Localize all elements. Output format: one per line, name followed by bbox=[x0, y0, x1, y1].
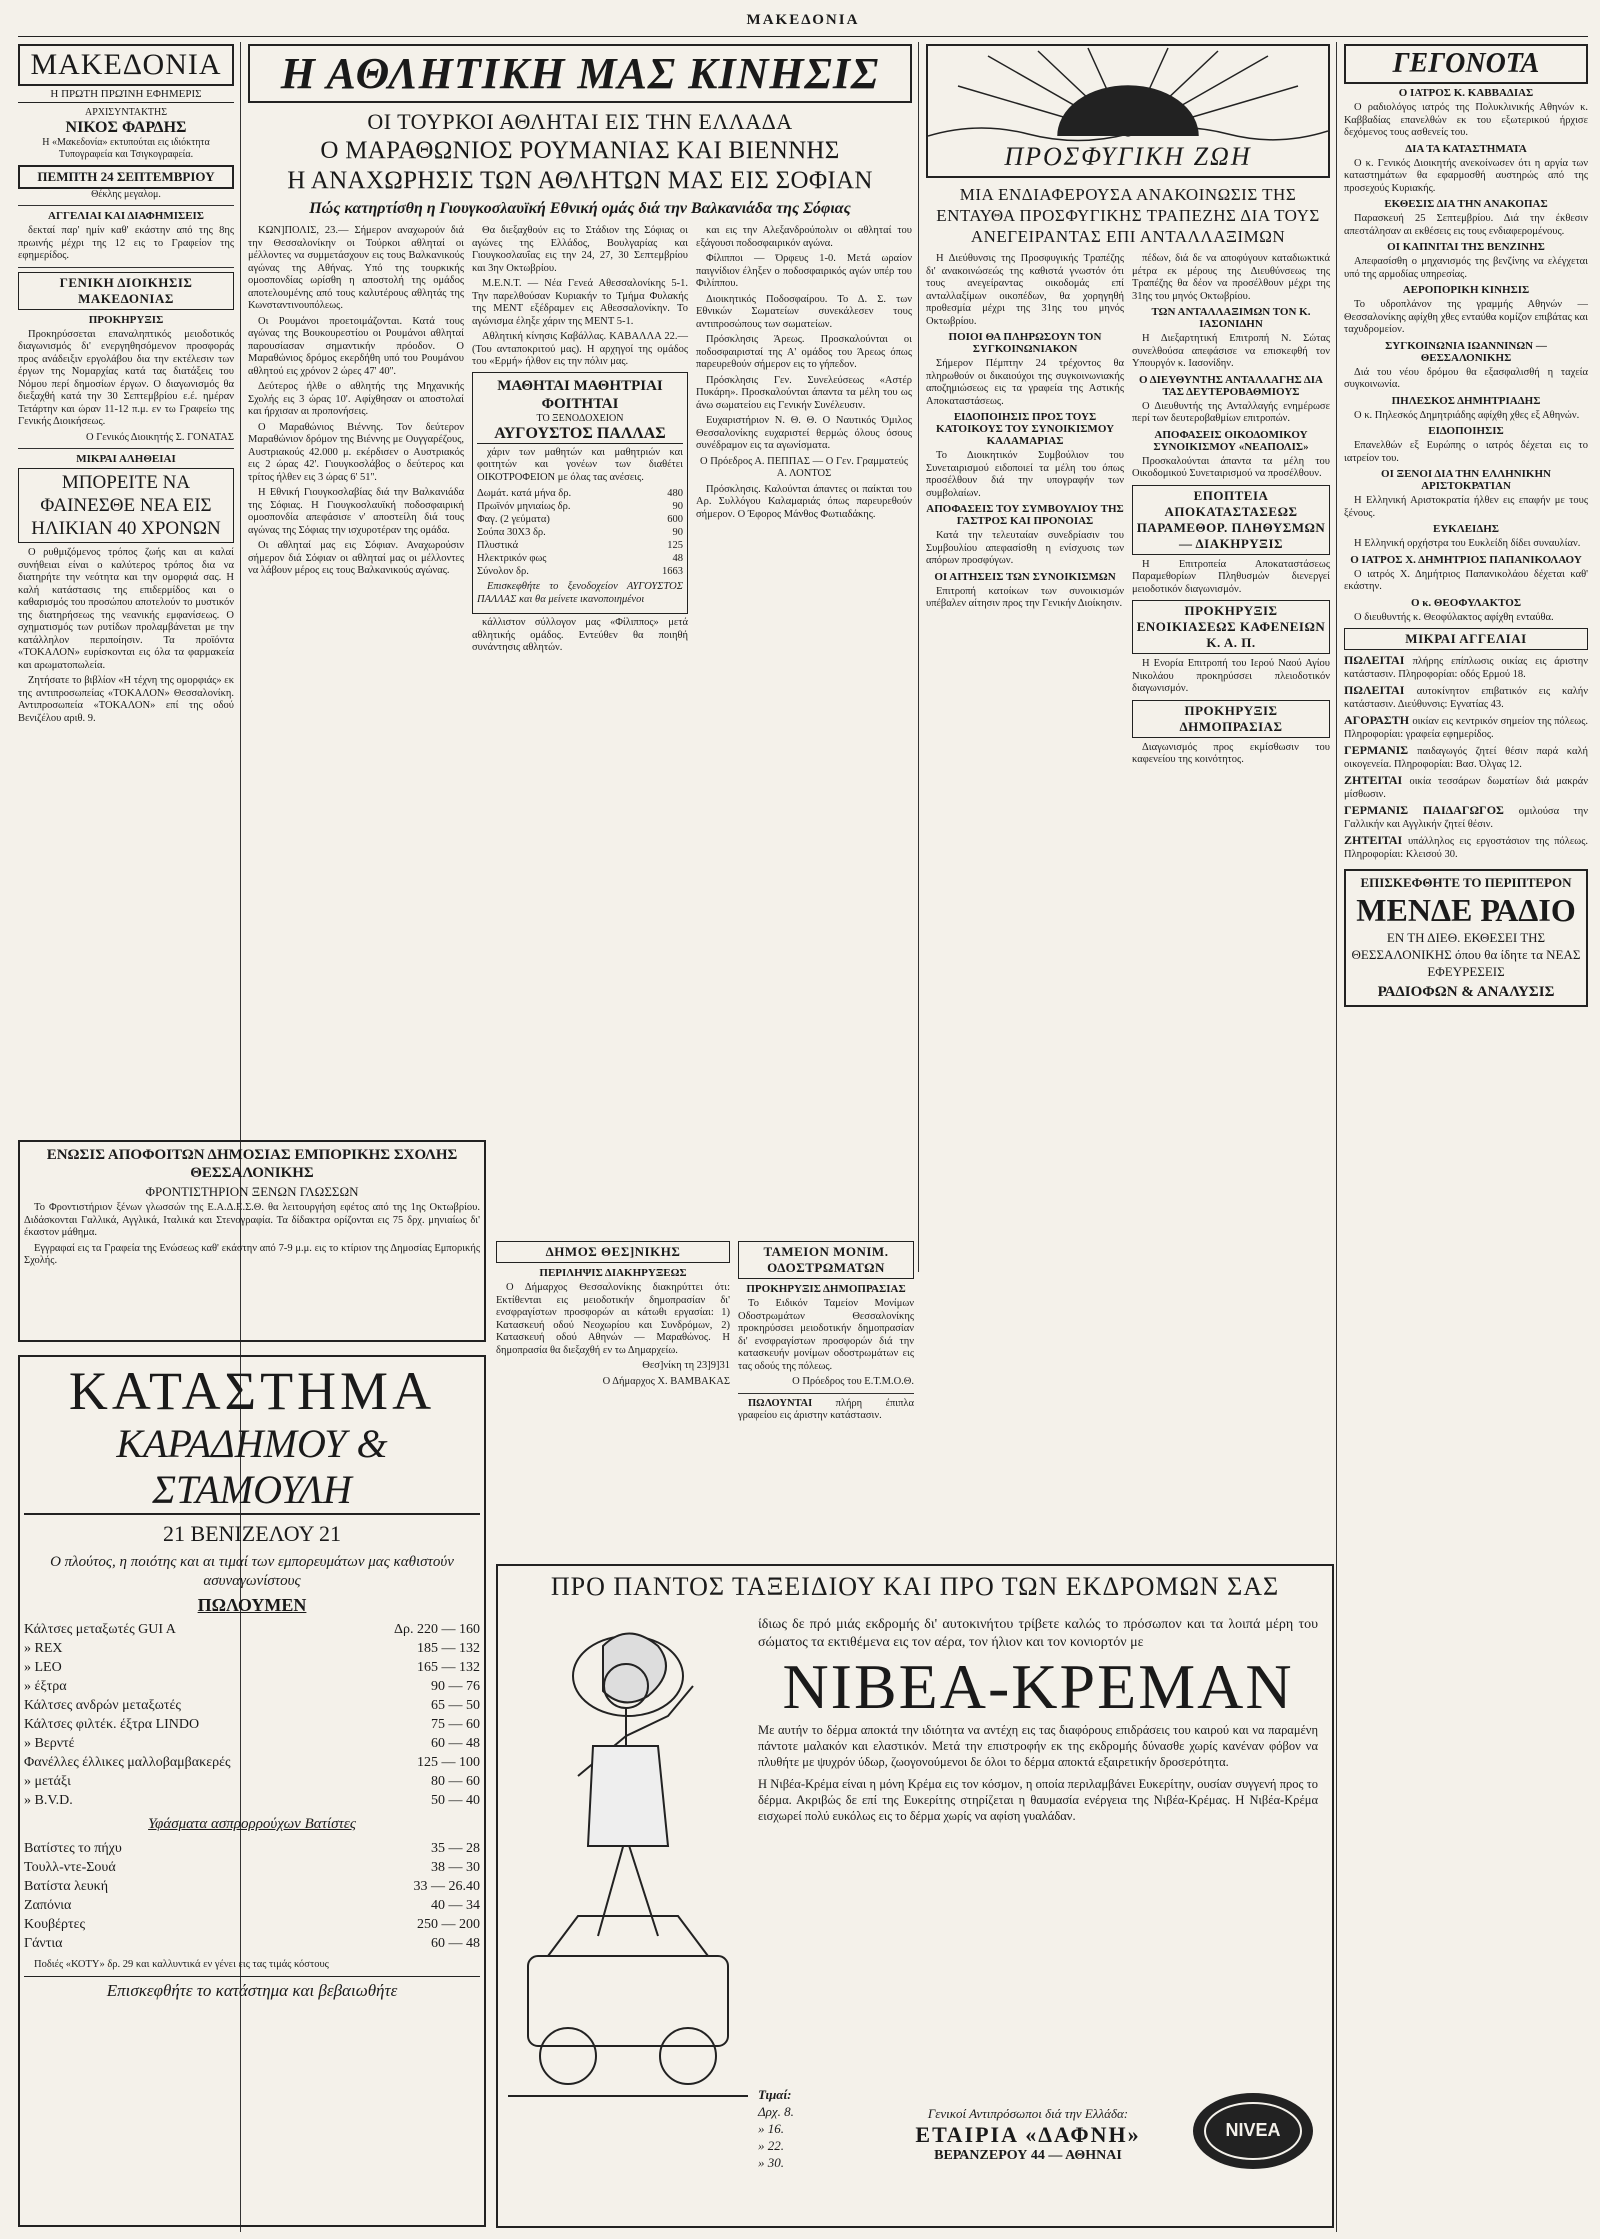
athletic-paragraph: Ευχαριστήριον Ν. Θ. Θ. Ο Ναυτικός Όμιλος Θεσσαλονίκης ευχαριστεί θερμώς όλους όσους συνέδραμον εις τα αγωνίσματα. bbox=[696, 415, 912, 451]
hotel-price-row-value: 125 bbox=[667, 540, 683, 551]
dimos-date: Θεσ]νίκη τη 23]9]31 bbox=[642, 1360, 730, 1371]
hotel-price-row-value: 48 bbox=[672, 553, 683, 564]
nivea-title: ΝΙΒΕΑ-ΚΡΕΜΑΝ bbox=[782, 1651, 1294, 1722]
katastima-price-row bbox=[24, 1620, 480, 1639]
katastima-price-row-value: 38 — 30 bbox=[431, 1860, 480, 1875]
dimos-text: Ο Δήμαρχος Θεσσαλονίκης διακηρύττει ότι: Εκτίθενται εις μειοδοτικήν δημοπρασίαν δι' ενσφραγίστων προσφορών αι κάτωθι εργασίαι: 1) Κατασκευή οδού Νεοχωρίου και Συνδρόμων, 2) Κατασκευή οδού Αθηνών — Μαραθώνος. Η δημοπρασία θα διεξαχθή εν τω Δημαρχείω. bbox=[496, 1282, 730, 1356]
katastima-price-row-value: 40 — 34 bbox=[431, 1898, 480, 1913]
athletic-paragraph: ΚΩΝ]ΠΟΛΙΣ, 23.— Σήμερον αναχωρούν διά την Θεσσαλονίκην οι Τούρκοι αθληταί οι μέλλοντες να συμμετάσχουν εις τους Βαλκανικούς αγώνας της Αθήνας. Υπό της τουρκικής ομοσπονδίας ωρίσθη η αποστολή της ομάδος αποτελουμένης από τους καλυτέρους αθλητάς της Κωνσταντινουπόλεως. bbox=[248, 225, 464, 311]
athletic-section bbox=[248, 44, 912, 1229]
refugee-paragraph: Προσκαλούνται άπαντα τα μέλη του Οικοδομικού Συνεταιρισμού να προσέλθουν. bbox=[1132, 455, 1330, 479]
katastima-price-row-label: Γάντια bbox=[24, 1936, 63, 1951]
athletic-paragraph: Ο Μαραθώνιος Βιέννης. Τον δεύτερον Μαραθώνιον δρόμον της Βιέννης με Ουγγαρέζους, Αυστριακούς 42.000 μ. εκέρδισεν ο Αυστριακός εις 2 ώρας 42'. Γιουγκοσλάβος ο δεύτερος και τρίτος ήλθεν εις 3 ώρας 6' 51''. bbox=[248, 421, 464, 483]
athletic-paragraph: Θα διεξαχθούν εις το Στάδιον της Σόφιας οι αγώνες της Ελλάδος, Βουλγαρίας και Γιουγκοσλαυΐας εις την 24, 27, 30 Σεπτεμβρίου και 3ην Οκτωβρίου. bbox=[472, 225, 688, 274]
mende-name: ΜΕΝΔΕ ΡΑΔΙΟ bbox=[1356, 892, 1576, 928]
dimos-notice bbox=[496, 1237, 730, 1557]
katastima-price-row-value: 33 — 26.40 bbox=[413, 1879, 480, 1894]
hotel-price-list bbox=[477, 487, 683, 578]
director-label: ΑΡΧΙΣΥΝΤΑΚΤΗΣ bbox=[84, 107, 168, 118]
refugee-text-2: πέδων, διά δε να αποφύγουν καταδιωκτικά μέτρα εκ μέρους της Διευθύνσεως της Τραπέζης θα δέον να προσέλθουν μέχρι της 31ης του μηνός Οκτωβρίου. bbox=[1132, 253, 1330, 302]
katastima-price-row-label: Κουβέρτες bbox=[24, 1917, 86, 1932]
nivea-tin bbox=[1188, 2086, 1318, 2176]
news-item-text: Η Ελληνική ορχήστρα του Ευκλείδη δίδει συναυλίαν. bbox=[1354, 538, 1581, 549]
hotel-price-row-value: 600 bbox=[667, 514, 683, 525]
classified-ad bbox=[1344, 684, 1588, 711]
hotel-ad bbox=[472, 372, 688, 615]
katastima-intro: Ο πλούτος, η ποιότης και αι τιμαί των εμπορευμάτων μας καθιστούν ασυναγωνίστους bbox=[50, 1554, 454, 1589]
news-item-head: ΟΙ ΞΕΝΟΙ ΔΙΑ ΤΗΝ ΕΛΛΗΝΙΚΗΝ ΑΡΙΣΤΟΚΡΑΤΙΑΝ bbox=[1381, 468, 1551, 492]
refugee-subhead: ΑΠΟΦΑΣΕΙΣ ΤΟΥ ΣΥΜΒΟΥΛΙΟΥ ΤΗΣ ΓΑΣΤΡΟΣ ΚΑΙ ΠΡΟΝΟΙΑΣ bbox=[926, 503, 1124, 527]
tameion-small-text: πλήρη έπιπλα γραφείου εις άριστην κατάστασιν. bbox=[738, 1397, 914, 1421]
katastima-list-head: ΠΩΛΟΥΜΕΝ bbox=[197, 1595, 307, 1615]
tameion-notice bbox=[738, 1237, 914, 1557]
katastima-price-row-label: Βατίστα λευκή bbox=[24, 1879, 109, 1894]
nivea-top: ΠΡΟ ΠΑΝΤΟΣ ΤΑΞΕΙΔΙΟΥ ΚΑΙ ΠΡΟ ΤΩΝ ΕΚΔΡΟΜΩΝ ΣΑΣ bbox=[550, 1572, 1280, 1601]
dimos-sign: Ο Δήμαρχος Χ. ΒΑΜΒΑΚΑΣ bbox=[602, 1375, 730, 1387]
hotel-price-row bbox=[477, 565, 683, 578]
katastima-sub: ΚΑΡΑΔΗΜΟΥ & ΣΤΑΜΟΥΛΗ bbox=[24, 1421, 480, 1515]
athletic-deck: Πώς κατηρτίσθη η Γιουγκοσλαυϊκή Εθνική ομάς διά την Βαλκανιάδα της Σόφιας bbox=[309, 200, 851, 217]
tameion-sub: ΠΡΟΚΗΡΥΞΙΣ ΔΗΜΟΠΡΑΣΙΑΣ bbox=[746, 1283, 906, 1295]
classified-ad-keyword: ΖΗΤΕΙΤΑΙ bbox=[1344, 833, 1408, 847]
nivea-prices-label: Τιμαί: bbox=[758, 2087, 792, 2102]
news-item-head: ΔΙΑ ΤΑ ΚΑΤΑΣΤΗΜΑΤΑ bbox=[1405, 142, 1527, 155]
hotel-price-row bbox=[477, 552, 683, 565]
refugee-subhead: ΕΙΔΟΠΟΙΗΣΙΣ ΠΡΟΣ ΤΟΥΣ ΚΑΤΟΙΚΟΥΣ ΤΟΥ ΣΥΝΟΙΚΙΣΜΟΥ ΚΑΛΑΜΑΡΙΑΣ bbox=[935, 411, 1115, 447]
classified-ad bbox=[1344, 744, 1588, 771]
nivea-prices bbox=[758, 2086, 868, 2171]
classified-ad bbox=[1344, 804, 1588, 831]
col-rule-3 bbox=[1336, 42, 1337, 2232]
katastima-price-row bbox=[24, 1753, 480, 1772]
hotel-price-row-label: Ηλεκτρικόν φως bbox=[477, 553, 547, 564]
refugee-paragraph: Διαγωνισμός προς εκμίσθωσιν του καφενείου της κοινότητος. bbox=[1132, 741, 1330, 765]
masthead-subtitle: Η ΠΡΩΤΗ ΠΡΩΊΝΗ ΕΦΗΜΕΡΙΣ bbox=[18, 86, 234, 103]
news-item-head: ΕΙΔΟΠΟΙΗΣΙΣ bbox=[1428, 425, 1504, 437]
katastima-price-row-label: Κάλτσες ανδρών μεταξωτές bbox=[24, 1698, 181, 1713]
gegonota-list bbox=[1344, 87, 1588, 624]
katastima-price-row-value: 80 — 60 bbox=[431, 1774, 480, 1789]
notice-head: ΓΕΝΙΚΗ ΔΙΟΙΚΗΣΙΣ ΜΑΚΕΔΟΝΙΑΣ bbox=[18, 272, 234, 310]
refugee-paragraph: Η Διεξαρτητική Επιτροπή Ν. Σώτας συνελθούσα απεφάσισε να επισκεφθή τον Υπουργόν κ. Ιασονίδην. bbox=[1132, 333, 1330, 369]
nivea-ad bbox=[496, 1564, 1334, 2228]
dimos-sub: ΠΕΡΙΛΗΨΙΣ ΔΙΑΚΗΡΥΞΕΩΣ bbox=[539, 1267, 687, 1279]
news-item-head: ΕΚΘΕΣΙΣ ΔΙΑ ΤΗΝ ΑΝΑΚΟΠΑΣ bbox=[1384, 198, 1548, 210]
ads-text: δεκταί παρ' ημίν καθ' εκάστην από της 8ης πρωινής μέχρι της 12 εις το Γραφείον της εφημερίδος. bbox=[18, 225, 234, 261]
truth-title: ΜΠΟΡΕΙΤΕ ΝΑ ΦΑΙΝΕΣΘΕ ΝΕΑ ΕΙΣ ΗΛΙΚΙΑΝ 40 ΧΡΟΝΩΝ bbox=[18, 468, 234, 543]
katastima-price-row bbox=[24, 1934, 480, 1953]
katastima-price-row-value: 90 — 76 bbox=[431, 1679, 480, 1694]
nivea-price: Δρχ. 8. bbox=[758, 2104, 794, 2119]
athletic-paragraph: Οι Ρουμάνοι προετοιμάζονται. Κατά τους αγώνας της Βουκουρεστίου οι Ρουμάνοι αθληταί παρουσίασαν σημαντικήν πρόοδον. Ο Μαραθώνιος δρόμος εκερδήθη υπό του Ρουμάνου αθλητού εις χρόνον 2 ώρες 47' 40''. bbox=[248, 315, 464, 377]
col-rule-2 bbox=[918, 42, 919, 1272]
mende-foot: ΡΑΔΙΟΦΩΝ & ΑΝΑΛΥΣΙΣ bbox=[1377, 984, 1555, 1000]
hotel-price-row-label: Δωμάτ. κατά μήνα δρ. bbox=[477, 488, 572, 499]
hotel-ad-text: χάριν των μαθητών και μαθητριών και φοιτητών και γονέων των διαθέτει ΟΙΚΟΤΡΟΦΕΙΟΝ με όλας τας ανέσεις. bbox=[477, 446, 683, 483]
hotel-price-row-label: Πρωϊνόν μηνιαίως δρ. bbox=[477, 501, 571, 512]
classified-ad bbox=[1344, 654, 1588, 681]
news-item-head: ΕΥΚΛΕΙΔΗΣ bbox=[1433, 523, 1499, 535]
nivea-lead: ίδιως δε πρό μιάς εκδρομής δι' αυτοκινήτου τρίβετε καλώς το πρόσωπον και τα λοιπά μέρη του σώματος τα εκτιθέμενα εις τον αέρα, τον ήλιον και τον κονιορτόν με bbox=[758, 1617, 1318, 1650]
nivea-text: Με αυτήν το δέρμα αποκτά την ιδιότητα να αντέχη εις τας διαφόρους επιδράσεις του καιρού και να παραμένη πάντοτε μαλακόν και ελαστικόν. Μετά την επιστροφήν εκ της εκδρομής δύνασθε χωρίς κανέναν φόβον να πλυθήτε με ψυχρόν ύδωρ, ζωογονούμενοι δε όλοι το δέρμα αποκτά εξαιρετικήν δροσερότητα. bbox=[758, 1723, 1318, 1769]
gegonota-banner: ΓΕΓΟΝΟΤΑ bbox=[1344, 44, 1588, 84]
katastima-price-row-value: 75 — 60 bbox=[431, 1717, 480, 1732]
school-ad-sub: ΦΡΟΝΤΙΣΤΗΡΙΟΝ ΞΕΝΩΝ ΓΛΩΣΣΩΝ bbox=[145, 1184, 359, 1199]
notice-sign: Ο Γενικός Διοικητής Σ. ΓΟΝΑΤΑΣ bbox=[86, 431, 234, 443]
nivea-company: ΕΤΑΙΡΙΑ «ΔΑΦΝΗ» bbox=[915, 2122, 1141, 2147]
athletic-col-1 bbox=[248, 225, 464, 658]
athletic-paragraph: Οι αθληταί μας εις Σόφιαν. Αναχωρούσιν σήμερον διά Σόφιαν οι αθληταί μας οι μέλλοντες να λάβουν μέρος εις τους Βαλκανικούς αγώνας. bbox=[248, 540, 464, 576]
gegonota-column bbox=[1344, 44, 1588, 2224]
katastima-price-list bbox=[24, 1620, 480, 1810]
athletic-paragraph: Πρόσκλησις. Καλούνται άπαντες οι παίκται του Αρ. Συλλόγου Καλαμαριάς όπως παρευρεθούν σήμερον. Ο Έφορος Μάνθος Φωτιαδάκης. bbox=[696, 483, 912, 520]
hotel-price-row bbox=[477, 526, 683, 539]
katastima-price-row-value: 250 — 200 bbox=[417, 1917, 480, 1932]
katastima-price-row bbox=[24, 1639, 480, 1658]
refugee-paragraph: Ο Διευθυντής της Ανταλλαγής ενημέρωσε περί των δευτεροβαθμίων επιτροπών. bbox=[1132, 400, 1330, 424]
athletic-col-3 bbox=[696, 225, 912, 658]
katastima-price-row bbox=[24, 1877, 480, 1896]
hotel-ad-foot: Επισκεφθήτε το ξενοδοχείον ΑΥΓΟΥΣΤΟΣ ΠΑΛΛΑΣ και θα μείνετε ικανοποιημένοι bbox=[477, 581, 683, 605]
news-item-text: Ο διευθυντής κ. Θεοφύλακτος αφίχθη ενταύθα. bbox=[1354, 611, 1554, 623]
hotel-price-row-label: Σούπα 30Χ3 δρ. bbox=[477, 527, 546, 538]
classified-ad-text: οικία τεσσάρων δωματίων διά μακράν μίσθωσιν. bbox=[1344, 776, 1588, 800]
ads-head: ΑΓΓΕΛΙΑΙ ΚΑΙ ΔΙΑΦΗΜΙΣΕΙΣ bbox=[48, 210, 204, 222]
nivea-agent-block bbox=[878, 2106, 1178, 2164]
masthead-title: ΜΑΚΕΔΟΝΙΑ bbox=[18, 44, 234, 86]
classified-ad-keyword: ΓΕΡΜΑΝΙΣ bbox=[1344, 743, 1418, 757]
truth-text-2: Ζητήσατε το βιβλίον «Η τέχνη της ομορφιάς» εκ της αντιπροσωπείας «ΤΟΚΑΛΟΝ» Θεσσαλονίκη. Αντιπροσωπεία «ΤΟΚΑΛΟΝ» επί της οδού Βενιζέλου αριθ. 9. bbox=[18, 675, 234, 724]
katastima-price-row bbox=[24, 1658, 480, 1677]
issue-date: ΠΕΜΠΤΗ 24 ΣΕΠΤΕΜΒΡΙΟΥ bbox=[18, 165, 234, 189]
truth-head: ΜΙΚΡΑΙ ΑΛΗΘΕΙΑΙ bbox=[76, 453, 176, 465]
hotel-price-row-value: 480 bbox=[667, 488, 683, 499]
news-item-text: Επανελθών εξ Ευρώπης ο ιατρός δέχεται εις το ιατρείον του. bbox=[1344, 440, 1588, 464]
newspaper-page bbox=[18, 12, 1588, 2232]
katastima-price-row-label: Τουλλ-ντε-Σουά bbox=[24, 1860, 116, 1875]
refugee-col-1 bbox=[926, 253, 1124, 770]
refugee-subhead: ΟΙ ΑΙΤΗΣΕΙΣ ΤΩΝ ΣΥΝΟΙΚΙΣΜΩΝ bbox=[934, 570, 1116, 583]
classified-ad-text: οικίαν εις κεντρικόν σημείον της πόλεως. Πληροφορίαι: γραφεία εφημερίδος. bbox=[1344, 716, 1588, 740]
traveler-illustration-icon bbox=[508, 1616, 748, 2116]
school-ad-text: Το Φροντιστήριον ξένων γλωσσών της Ε.Α.Δ.Ε.Σ.Θ. θα λειτουργήση εφέτος από της 1ης Οκτωβρίου. Διδάσκονται Γαλλικά, Αγγλικά, Ιταλικά και Στενογραφία. Τα δίδακτρα ορίζονται εις 75 δρχ. μηνιαίως δι' έκαστον μάθημα. bbox=[24, 1202, 480, 1238]
hotel-ad-sub: ΤΟ ΞΕΝΟΔΟΧΕΙΟΝ bbox=[536, 412, 624, 424]
katastima-price-row-label: Ζαπόνια bbox=[24, 1898, 72, 1913]
katastima-price-row-value: 185 — 132 bbox=[417, 1641, 480, 1656]
hotel-price-row-value: 90 bbox=[672, 501, 683, 512]
school-ad-foot: Εγγραφαί εις τα Γραφεία της Ενώσεως καθ' εκάστην από 7-9 μ.μ. εις το κτίριον της Δημοσίας Εμπορικής Σχολής. bbox=[24, 1242, 480, 1266]
athletic-paragraph: και εις την Αλεξανδρούπολιν οι αθληταί του εξάγουσι ποδοσφαιρικόν αγώνα. bbox=[696, 225, 912, 249]
hotel-price-row-label: Φαγ. (2 γεύματα) bbox=[477, 514, 550, 525]
news-item-text: Το υδροπλάνον της γραμμής Αθηνών — Θεσσαλονίκης αφίχθη χθες ενταύθα κομίζον επιβάτας και ταχυδρομείον. bbox=[1344, 299, 1588, 335]
refugee-box-head: ΕΠΟΠΤΕΙΑ ΑΠΟΚΑΤΑΣΤΑΣΕΩΣ ΠΑΡΑΜΕΘΟΡ. ΠΛΗΘΥΣΜΩΝ — ΔΙΑΚΗΡΥΞΙΣ bbox=[1132, 485, 1330, 555]
notice-text: Προκηρύσσεται επαναληπτικός μειοδοτικός διαγωνισμός δι' ενεργηθησόμενον προσφοράς προς ανάδειξιν εργολάβου δια την εκτέλεσιν των έργων της Νομαρχίας κατά τας διατάξεις του Νόμου περί δημοσίων έργων. Ο διαγωνισμός θα διεξαχθή κατά την 30 Σεπτεμβρίου ε.έ. ημέραν Τετάρτην και ώραν 11-12 π.μ. εν τω Γραφείω της Γενικής Διοικήσεως. bbox=[18, 328, 234, 427]
news-item-head: Ο ΙΑΤΡΟΣ Κ. ΚΑΒΒΑΔΙΑΣ bbox=[1398, 87, 1534, 99]
katastima-price-row-value: 125 — 100 bbox=[417, 1755, 480, 1770]
refugee-paragraph: Σήμερον Πέμπτην 24 τρέχοντος θα πληρωθούν οι δικαιούχοι της συγκοινωνιακής αποζημιώσεως εις τα γραφεία της Αστικής Αποκαταστάσεως. bbox=[926, 358, 1124, 407]
notice-sub: ΠΡΟΚΗΡΥΞΙΣ bbox=[88, 313, 164, 326]
katastima-price-row-label: » μετάξι bbox=[24, 1774, 71, 1789]
hotel-price-row-value: 90 bbox=[672, 527, 683, 538]
refugee-box-head: ΠΡΟΚΗΡΥΞΙΣ ΕΝΟΙΚΙΑΣΕΩΣ ΚΑΦΕΝΕΙΩΝ Κ. Α. Π. bbox=[1132, 600, 1330, 654]
katastima-note: Ποδιές «ΚΟΤΥ» δρ. 29 και καλλυντικά εν γένει εις τας τιμάς κόστους bbox=[34, 1959, 329, 1970]
tameion-head: ΤΑΜΕΙΟΝ ΜΟΝΙΜ. ΟΔΟΣΤΡΩΜΑΤΩΝ bbox=[738, 1241, 914, 1279]
athletic-sign: Ο Πρόεδρος Α. ΠΕΠΠΑΣ — Ο Γεν. Γραμματεύς Α. ΛΟΝΤΟΣ bbox=[699, 455, 908, 479]
small-ads-head: ΜΙΚΡΑΙ ΑΓΓΕΛΙΑΙ bbox=[1344, 628, 1588, 650]
nivea-text-block bbox=[758, 1616, 1318, 1824]
classified-ad-keyword: ΠΩΛΕΙΤΑΙ bbox=[1344, 653, 1413, 667]
hotel-price-row bbox=[477, 539, 683, 552]
nivea-price: » 22. bbox=[758, 2138, 784, 2153]
mende-radio-ad bbox=[1344, 869, 1588, 1007]
refugee-banner bbox=[926, 44, 1330, 178]
katastima-foot: Επισκεφθήτε το κατάστημα και βεβαιωθήτε bbox=[24, 1976, 480, 2001]
hotel-price-row bbox=[477, 487, 683, 500]
katastima-price-row bbox=[24, 1915, 480, 1934]
news-item-text: Απεφασίσθη ο μηχανισμός της βενζίνης να ελέγχεται υπό της αρμοδίας υπηρεσίας. bbox=[1344, 256, 1588, 280]
katastima-title: ΚΑΤΑΣΤΗΜΑ bbox=[68, 1361, 436, 1421]
katastima-ad bbox=[18, 1352, 486, 2232]
classified-ad-keyword: ΓΕΡΜΑΝΙΣ ΠΑΙΔΑΓΩΓΟΣ bbox=[1344, 803, 1519, 817]
news-item-head: ΠΗΛΕΣΚΟΣ ΔΗΜΗΤΡΙΑΔΗΣ bbox=[1391, 394, 1541, 407]
news-item-text: Διά του νέου δρόμου θα εξασφαλισθή η ταχεία συγκοινωνία. bbox=[1344, 366, 1588, 390]
katastima-price-row-value: 60 — 48 bbox=[431, 1736, 480, 1751]
refugee-section bbox=[926, 44, 1330, 1269]
katastima-price-row bbox=[24, 1715, 480, 1734]
truth-text: Ο ρυθμιζόμενος τρόπος ζωής και αι καλαί συνήθειαι είναι ο καλύτερος τρόπος δια να διατηρήτε την νεότητα και την ομορφιά σας. Η καλή κατάστασις της επιδερμίδος και ο καθαρισμός του προσώπου αποτελούν το μυστικόν της διατηρήσεως της νεανικής εμφανίσεως. Ο σχηματισμός των ρυτίδων προλαμβάνεται με την κατάλληλον περιποίησιν. Τα προϊόντα «ΤΟΚΑΛΟΝ» ευρίσκονται εις όλα τα φαρμακεία και αρωματοπωλεία. bbox=[18, 547, 234, 671]
hotel-price-row bbox=[477, 500, 683, 513]
news-item-text: Παρασκευή 25 Σεπτεμβρίου. Διά την έκθεσιν απεστάλησαν αι εκθέσεις εις τους ενδιαφερομένους. bbox=[1344, 213, 1588, 237]
athletic-headline-1: ΟΙ ΤΟΥΡΚΟΙ ΑΘΛΗΤΑΙ ΕΙΣ ΤΗΝ ΕΛΛΑΔΑ bbox=[367, 109, 793, 134]
refugee-banner-title: ΠΡΟΣΦΥΓΙΚΗ ΖΩΗ bbox=[928, 142, 1328, 172]
classified-ad-text: πλήρης επίπλωσις οικίας εις άριστην κατάστασιν. Πληροφορίαι: οδός Ερμού 18. bbox=[1344, 656, 1588, 680]
nivea-illustration bbox=[508, 1616, 748, 2116]
small-ads-list bbox=[1344, 654, 1588, 861]
refugee-subhead: ΤΩΝ ΑΝΤΑΛΛΑΞΙΜΩΝ ΤΟΝ Κ. ΙΑΣΟΝΙΔΗΝ bbox=[1151, 306, 1311, 330]
classified-ad-text: ομιλούσα την Γαλλικήν και Αγγλικήν ζητεί θέσιν. bbox=[1344, 806, 1588, 830]
hotel-ad-name: ΑΥΓΟΥΣΤΟΣ ΠΑΛΛΑΣ bbox=[477, 425, 683, 444]
classified-ad-keyword: ΠΩΛΕΙΤΑΙ bbox=[1344, 683, 1417, 697]
athletic-col-2 bbox=[472, 225, 688, 658]
classified-ad bbox=[1344, 774, 1588, 801]
news-item-text: Ο κ. Γενικός Διοικητής ανεκοίνωσεν ότι η αργία των καταστημάτων θα εφαρμοσθή αυστηρώς από της προσεχούς Κυριακής. bbox=[1344, 157, 1588, 194]
refugee-subhead: Ο ΔΙΕΥΘΥΝΤΗΣ ΑΝΤΑΛΛΑΓΗΣ ΔΙΑ ΤΑΣ ΔΕΥΤΕΡΟΒΑΘΜΙΟΥΣ bbox=[1139, 373, 1323, 398]
director-name: ΝΙΚΟΣ ΦΑΡΔΗΣ bbox=[65, 119, 187, 136]
hotel-price-row bbox=[477, 513, 683, 526]
classified-ad-keyword: ΑΓΟΡΑΣΤΗ bbox=[1344, 713, 1413, 727]
katastima-price-row bbox=[24, 1791, 480, 1810]
athletic-paragraph: Αθλητική κίνησις Καβάλλας. ΚΑΒΑΛΛΑ 22.— (Του ανταποκριτού μας). Η αρχηγοί της ομάδος του «Ερμή» ήλθον εις την πόλιν μας. bbox=[472, 331, 688, 367]
katastima-price-row-value: Δρ. 220 — 160 bbox=[394, 1622, 480, 1637]
katastima-price-row bbox=[24, 1696, 480, 1715]
athletic-paragraph: Φίλιπποι — Όρφευς 1-0. Μετά ωραίον παιγνίδιον έληξεν ο ποδοσφαιρικός αγών υπέρ του Φιλίππου. bbox=[696, 253, 912, 289]
refugee-headline: ΜΙΑ ΕΝΔΙΑΦΕΡΟΥΣΑ ΑΝΑΚΟΙΝΩΣΙΣ ΤΗΣ ΕΝΤΑΥΘΑ ΠΡΟΣΦΥΓΙΚΗΣ ΤΡΑΠΕΖΗΣ ΔΙΑ ΤΟΥΣ ΑΝΕΓΕΙΡΑΝΤΑΣ ΕΠΙ ΑΝΤΑΛΛΑΞΙΜΩΝ bbox=[936, 185, 1320, 246]
refugee-subhead: ΑΠΟΦΑΣΕΙΣ ΟΙΚΟΔΟΜΙΚΟΥ ΣΥΝΟΙΚΙΣΜΟΥ «ΝΕΑΠΟΛΙΣ» bbox=[1153, 428, 1309, 453]
print-note: Η «Μακεδονία» εκτυπούται εις ιδιόκτητα Τυπογραφεία και Τσιγκογραφεία. bbox=[42, 137, 210, 160]
athletic-paragraph: Πρόσκλησις Γεν. Συνελεύσεως «Αστέρ Πυκάρη». Προσκαλούνται άπαντα τα μέλη του ως άνω σωματείου εις Γενικήν Συνέλευσιν. bbox=[696, 374, 912, 411]
refugee-col-2 bbox=[1132, 253, 1330, 770]
katastima-price-row-value: 60 — 48 bbox=[431, 1936, 480, 1951]
tameion-small-word: ΠΩΛΟΥΝΤΑΙ bbox=[748, 1397, 813, 1409]
katastima-price-row-value: 65 — 50 bbox=[431, 1698, 480, 1713]
hotel-price-row-label: Πλυστικά bbox=[477, 540, 519, 551]
news-item-text: Η Ελληνική Αριστοκρατία ήλθεν εις επαφήν με τους ξένους. bbox=[1344, 495, 1588, 519]
classified-ad bbox=[1344, 834, 1588, 861]
katastima-price-row-label: » Βερντέ bbox=[24, 1736, 75, 1751]
athletic-headline-2: Ο ΜΑΡΑΘΩΝΙΟΣ ΡΟΥΜΑΝΙΑΣ ΚΑΙ ΒΙΕΝΝΗΣ bbox=[320, 137, 840, 164]
tameion-sign: Ο Πρόεδρος του Ε.Τ.Μ.Ο.Θ. bbox=[792, 1376, 914, 1387]
katastima-price-row-value: 50 — 40 bbox=[431, 1793, 480, 1808]
katastima-list-head-2: Υφάσματα ασπρορρούχων Βατίστες bbox=[148, 1816, 356, 1832]
refugee-paragraph: Η Επιτροπεία Αποκαταστάσεως Παραμεθορίων Πληθυσμών διενεργεί μειοδοτικόν διαγωνισμόν. bbox=[1132, 558, 1330, 595]
katastima-price-row-value: 35 — 28 bbox=[431, 1841, 480, 1856]
classified-ad-text: αυτοκίνητον επιβατικόν εις καλήν κατάστασιν. Διεύθυνσις: Εγνατίας 43. bbox=[1344, 686, 1588, 710]
athletic-paragraph: Πρόσκλησις Άρεως. Προσκαλούνται οι ποδοσφαιρισταί της Α' ομάδος του Άρεως όπως παρευρεθούν σήμερον εις το γήπεδον. bbox=[696, 334, 912, 370]
athletic-paragraph: Διοικητικός Ποδοσφαίρου. Το Δ. Σ. των Εθνικών Σωματείων συνεκάλεσεν τους αντιπροσώπους των σωματείων. bbox=[696, 293, 912, 330]
running-head-rule bbox=[18, 36, 1588, 37]
news-item-text: Ο κ. Πηλεσκός Δημητριάδης αφίχθη χθες εξ Αθηνών. bbox=[1354, 409, 1580, 421]
athletic-paragraph: Δεύτερος ήλθε ο αθλητής της Μηχανικής Σχολής εις 3 ώρας 10'. Αφίχθησαν οι αποστολαί και ήρχισαν αι προπονήσεις. bbox=[248, 381, 464, 417]
news-item-head: ΣΥΓΚΟΙΝΩΝΙΑ ΙΩΑΝΝΙΝΩΝ — ΘΕΣΣΑΛΟΝΙΚΗΣ bbox=[1385, 339, 1547, 364]
mende-top: ΕΠΙΣΚΕΦΘΗΤΕ ΤΟ ΠΕΡΙΠΤΕΡΟΝ bbox=[1360, 875, 1572, 890]
athletic-paragraph: Η Εθνική Γιουγκοσλαβίας διά την Βαλκανιάδα της Σόφιας. Η Γιουγκοσλαυϊκή ποδοσφαιρική ομοσπονδία απεφάσισε ν' αποστείλη διά τους αγώνας της Σόφιας την ισχυροτέραν της ομάδα. bbox=[248, 487, 464, 536]
refugee-text-1: Η Διεύθυνσις της Προσφυγικής Τραπέζης δι' ανακοινώσεώς της καθιστά γνωστόν ότι τους ανεγείραντας οικοδομάς επί ανταλλαξίμων οικοπέδων, θα χορηγηθή προθεσμία μέχρι της 31ης του μηνός Οκτωβρίου. bbox=[926, 253, 1124, 327]
news-item-head: Ο ΙΑΤΡΟΣ Χ. ΔΗΜΗΤΡΙΟΣ ΠΑΠΑΝΙΚΟΛΑΟΥ bbox=[1350, 553, 1582, 566]
refugee-box-head: ΠΡΟΚΗΡΥΞΙΣ ΔΗΜΟΠΡΑΣΙΑΣ bbox=[1132, 700, 1330, 738]
katastima-price-row bbox=[24, 1772, 480, 1791]
katastima-price-row-label: Κάλτσες μεταξωτές GUI A bbox=[24, 1622, 176, 1637]
nivea-price: » 30. bbox=[758, 2155, 784, 2170]
classified-ad-keyword: ΖΗΤΕΙΤΑΙ bbox=[1344, 773, 1410, 787]
tameion-text: Το Ειδικόν Ταμείον Μονίμων Οδοστρωμάτων Θεσσαλονίκης προκηρύσσει μειοδοτικήν δημοπρασίαν δι' ενσφραγίστων προσφορών διά την κατασκευήν μονίμων οδοστρωμάτων εις τας οδούς της πόλεως. bbox=[738, 1298, 914, 1372]
classified-ad-text: υπάλληλος εις εργοστάσιον της πόλεως. Πληροφορίαι: Κλεισού 30. bbox=[1344, 836, 1588, 860]
left-column bbox=[18, 44, 234, 1129]
katastima-price-row-label: » LEO bbox=[24, 1660, 62, 1675]
katastima-price-row-label: » έξτρα bbox=[24, 1679, 67, 1694]
athletic-banner: Η ΑΘΛΗΤΙΚΗ ΜΑΣ ΚΙΝΗΣΙΣ bbox=[248, 44, 912, 103]
katastima-price-row bbox=[24, 1677, 480, 1696]
katastima-price-row-label: Κάλτσες φιλτέκ. έξτρα LINDO bbox=[24, 1717, 200, 1732]
school-ad bbox=[18, 1137, 486, 1342]
katastima-address: 21 ΒΕΝΙΖΕΛΟΥ 21 bbox=[162, 1521, 342, 1546]
mende-text: ΕΝ ΤΗ ΔΙΕΘ. ΕΚΘΕΣΕΙ ΤΗΣ ΘΕΣΣΑΛΟΝΙΚΗΣ όπου θα ίδητε τα ΝΕΑΣ ΕΦΕΥΡΕΣΕΙΣ bbox=[1351, 930, 1581, 979]
nivea-tin-label: NIVEA bbox=[1225, 2120, 1281, 2140]
running-head: ΜΑΚΕΔΟΝΙΑ bbox=[746, 12, 860, 28]
nivea-price: » 16. bbox=[758, 2121, 784, 2136]
hotel-price-row-value: 1663 bbox=[662, 566, 683, 577]
katastima-price-row bbox=[24, 1896, 480, 1915]
katastima-price-row bbox=[24, 1858, 480, 1877]
refugee-paragraph: Κατά την τελευταίαν συνεδρίασιν του Συμβουλίου απεφασίσθη η ενίσχυσις των απόρων προσφύγων. bbox=[926, 530, 1124, 566]
classified-ad bbox=[1344, 714, 1588, 741]
katastima-price-row bbox=[24, 1839, 480, 1858]
date-note: Θέκλης μεγαλομ. bbox=[91, 189, 161, 200]
refugee-paragraph: Το Διοικητικόν Συμβούλιον του Συνεταιρισμού ειδοποιεί τα μέλη του όπως προσέλθουν διά την υπογραφήν των συμβολαίων. bbox=[926, 450, 1124, 499]
news-item-head: Ο κ. ΘΕΟΦΥΛΑΚΤΟΣ bbox=[1410, 596, 1522, 609]
katastima-price-row-label: » B.V.D. bbox=[24, 1793, 73, 1808]
katastima-price-row bbox=[24, 1734, 480, 1753]
athletic-paragraph: Μ.Ε.Ν.Τ. — Νέα Γενεά Αθεσσαλονίκης 5-1. Την παρελθούσαν Κυριακήν το Τμήμα Φυλακής της ΜΕΝΤ εξέδραμεν εις Αθεσσαλονίκην. Το αγώνισμα έληξε χάριν της ΜΕΝΤ 5-1. bbox=[472, 278, 688, 327]
nivea-agent: Γενικοί Αντιπρόσωποι διά την Ελλάδα: bbox=[927, 2106, 1129, 2121]
hotel-ad-head: ΜΑΘΗΤΑΙ ΜΑΘΗΤΡΙΑΙ ΦΟΙΤΗΤΑΙ bbox=[497, 377, 663, 412]
athletic-paragraph: κάλλιστον σύλλογον μας «Φίλιππος» μετά αθλητικής ομάδος. Εντεύθεν θα ποιηθή συνάντησις αθλητών. bbox=[472, 617, 688, 653]
nivea-company-address: ΒΕΡΑΝΖΕΡΟΥ 44 — ΑΘΗΝΑΙ bbox=[934, 2148, 1122, 2163]
school-ad-head: ΕΝΩΣΙΣ ΑΠΟΦΟΙΤΩΝ ΔΗΜΟΣΙΑΣ ΕΜΠΟΡΙΚΗΣ ΣΧΟΛΗΣ ΘΕΣΣΑΛΟΝΙΚΗΣ bbox=[46, 1147, 458, 1181]
katastima-price-row-value: 165 — 132 bbox=[417, 1660, 480, 1675]
news-item-text: Ο ιατρός Χ. Δημήτριος Παπανικολάου δέχεται καθ' εκάστην. bbox=[1344, 568, 1588, 592]
classified-ad-text: παιδαγωγός ζητεί θέσιν παρά καλή οικογενεία. Πληροφορίαι: Βασ. Όλγας 12. bbox=[1344, 746, 1588, 770]
katastima-price-row-label: » REX bbox=[24, 1641, 63, 1656]
katastima-price-row-label: Βατίστες το πήχυ bbox=[24, 1841, 122, 1856]
hotel-price-row-label: Σύνολον δρ. bbox=[477, 566, 529, 577]
nivea-text-2: Η Νιβέα-Κρέμα είναι η μόνη Κρέμα εις τον κόσμον, η οποία περιλαμβάνει Ευκερίτην, ουσίαν συγγενή προς το δέρμα. Ακριβώς δε επί της Ευκερίτης στηρίζεται η θαυμασία ενέργεια της Νιβέα-Κρέμας. Η Νιβέα-Κρέμα εισχωρεί πολύ ευκόλως εις το δέρμα χωρίς να αφίση γυαλάδαν. bbox=[758, 1777, 1318, 1823]
news-item-head: ΟΙ ΚΑΠΝΙΤΑΙ ΤΗΣ ΒΕΝΖΙΝΗΣ bbox=[1387, 241, 1545, 253]
refugee-subhead: ΠΟΙΟΙ ΘΑ ΠΛΗΡΩΣΟΥΝ ΤΟΝ ΣΥΓΚΟΙΝΩΝΙΑΚΟΝ bbox=[948, 331, 1102, 355]
news-item-text: Ο ραδιολόγος ιατρός της Πολυκλινικής Αθηνών κ. Καββαδίας επανελθών εκ του εξωτερικού ήρχισε δεχόμενος τους ασθενείς του. bbox=[1344, 102, 1588, 138]
refugee-paragraph: Επιτροπή κατοίκων των συνοικισμών υπέβαλεν αίτησιν προς την Γενικήν Διοίκησιν. bbox=[926, 585, 1124, 609]
dimos-head: ΔΗΜΟΣ ΘΕΣ]ΝΙΚΗΣ bbox=[496, 1241, 730, 1263]
katastima-price-list-2 bbox=[24, 1839, 480, 1953]
news-item-head: ΑΕΡΟΠΟΡΙΚΗ ΚΙΝΗΣΙΣ bbox=[1402, 284, 1530, 296]
katastima-price-row-label: Φανέλλες έλλικες μαλλοβαμβακερές bbox=[24, 1755, 231, 1770]
athletic-headline-3: Η ΑΝΑΧΩΡΗΣΙΣ ΤΩΝ ΑΘΛΗΤΩΝ ΜΑΣ ΕΙΣ ΣΟΦΙΑΝ bbox=[287, 167, 873, 194]
refugee-paragraph: Η Ενορία Επιτροπή του Ιερού Ναού Αγίου Νικολάου προκηρύσσει πλειοδοτικόν διαγωνισμόν. bbox=[1132, 658, 1330, 694]
